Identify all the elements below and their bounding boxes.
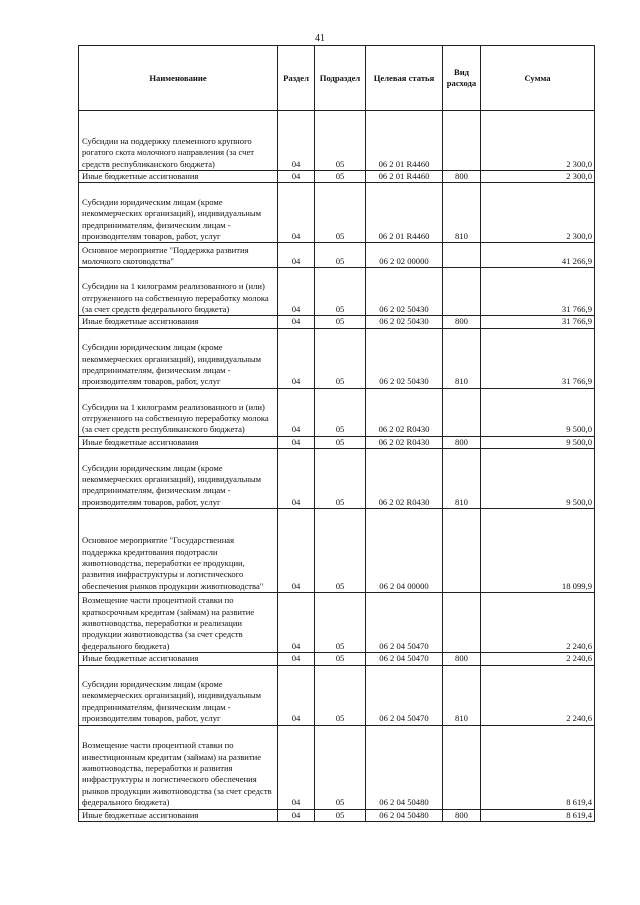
cell-amount: 8 619,4 bbox=[481, 809, 595, 821]
table-row bbox=[79, 171, 595, 183]
cell-amount: 9 500,0 bbox=[481, 388, 595, 436]
cell-expense-type bbox=[443, 593, 481, 653]
cell-amount: 2 300,0 bbox=[481, 183, 595, 243]
cell-subsection: 05 bbox=[315, 509, 366, 593]
cell-expense-type: 800 bbox=[443, 171, 481, 183]
cell-target: 06 2 02 50430 bbox=[366, 328, 443, 388]
table-row bbox=[79, 725, 595, 809]
cell-subsection: 05 bbox=[315, 593, 366, 653]
cell-target: 06 2 04 50470 bbox=[366, 593, 443, 653]
cell-target: 06 2 02 R0430 bbox=[366, 449, 443, 509]
cell-subsection: 05 bbox=[315, 725, 366, 809]
cell-subsection: 05 bbox=[315, 665, 366, 725]
cell-section: 04 bbox=[278, 449, 315, 509]
cell-amount: 2 240,6 bbox=[481, 653, 595, 665]
cell-name: Возмещение части процентной ставки по инвестиционным кредитам (займам) на развитие животноводства, переработки и развития инфраструктуры и логистического обеспечения рынков продукции животноводства (за счет средств федерального бюджета) bbox=[79, 725, 278, 809]
cell-expense-type bbox=[443, 268, 481, 316]
cell-amount: 2 240,6 bbox=[481, 593, 595, 653]
cell-expense-type: 810 bbox=[443, 449, 481, 509]
cell-name: Субсидии юридическим лицам (кроме некоммерческих организаций), индивидуальным предпринимателям, физическим лицам - производителям товаров, работ, услуг bbox=[79, 328, 278, 388]
cell-name: Иные бюджетные ассигнования bbox=[79, 809, 278, 821]
header-amount: Сумма bbox=[481, 46, 595, 111]
header-expense-type: Вид расхода bbox=[443, 46, 481, 111]
cell-expense-type: 810 bbox=[443, 328, 481, 388]
cell-section: 04 bbox=[278, 111, 315, 171]
page-number: 41 bbox=[315, 33, 325, 44]
cell-expense-type: 800 bbox=[443, 809, 481, 821]
cell-expense-type: 800 bbox=[443, 436, 481, 448]
cell-subsection: 05 bbox=[315, 388, 366, 436]
cell-section: 04 bbox=[278, 243, 315, 268]
table-body bbox=[79, 111, 595, 822]
cell-target: 06 2 01 R4460 bbox=[366, 183, 443, 243]
table-row bbox=[79, 593, 595, 653]
cell-section: 04 bbox=[278, 593, 315, 653]
table-row bbox=[79, 809, 595, 821]
cell-subsection: 05 bbox=[315, 809, 366, 821]
cell-target: 06 2 04 50470 bbox=[366, 653, 443, 665]
cell-subsection: 05 bbox=[315, 111, 366, 171]
cell-name: Иные бюджетные ассигнования bbox=[79, 436, 278, 448]
cell-target: 06 2 02 50430 bbox=[366, 316, 443, 328]
cell-subsection: 05 bbox=[315, 449, 366, 509]
table-row bbox=[79, 388, 595, 436]
cell-name: Субсидии юридическим лицам (кроме некоммерческих организаций), индивидуальным предпринимателям, физическим лицам - производителям товаров, работ, услуг bbox=[79, 449, 278, 509]
cell-name: Возмещение части процентной ставки по краткосрочным кредитам (займам) на развитие животноводства, переработки и реализации продукции животноводства (за счет средств федерального бюджета) bbox=[79, 593, 278, 653]
cell-subsection: 05 bbox=[315, 316, 366, 328]
cell-name: Субсидии на поддержку племенного крупного рогатого скота молочного направления (за счет средств республиканского бюджета) bbox=[79, 111, 278, 171]
cell-name: Иные бюджетные ассигнования bbox=[79, 171, 278, 183]
cell-section: 04 bbox=[278, 509, 315, 593]
table-row bbox=[79, 183, 595, 243]
cell-target: 06 2 01 R4460 bbox=[366, 171, 443, 183]
cell-amount: 41 266,9 bbox=[481, 243, 595, 268]
cell-amount: 9 500,0 bbox=[481, 449, 595, 509]
table-header bbox=[79, 46, 595, 111]
header-subsection: Подраздел bbox=[315, 46, 366, 111]
cell-subsection: 05 bbox=[315, 183, 366, 243]
cell-expense-type bbox=[443, 111, 481, 171]
cell-amount: 8 619,4 bbox=[481, 725, 595, 809]
cell-target: 06 2 04 00000 bbox=[366, 509, 443, 593]
cell-section: 04 bbox=[278, 171, 315, 183]
cell-name: Основное мероприятие "Поддержка развития молочного скотоводства" bbox=[79, 243, 278, 268]
cell-section: 04 bbox=[278, 183, 315, 243]
cell-target: 06 2 02 R0430 bbox=[366, 436, 443, 448]
cell-name: Основное мероприятие "Государственная поддержка кредитования подотрасли животноводства, переработки ее продукции, развития инфраструктуры и логистического обеспечения рынков продукции животноводства" bbox=[79, 509, 278, 593]
cell-target: 06 2 04 50480 bbox=[366, 809, 443, 821]
table-row bbox=[79, 665, 595, 725]
cell-subsection: 05 bbox=[315, 243, 366, 268]
table-row bbox=[79, 509, 595, 593]
cell-section: 04 bbox=[278, 388, 315, 436]
table-row bbox=[79, 449, 595, 509]
cell-subsection: 05 bbox=[315, 268, 366, 316]
cell-amount: 2 300,0 bbox=[481, 111, 595, 171]
table-row bbox=[79, 653, 595, 665]
cell-target: 06 2 02 00000 bbox=[366, 243, 443, 268]
cell-amount: 31 766,9 bbox=[481, 328, 595, 388]
cell-subsection: 05 bbox=[315, 328, 366, 388]
table-row bbox=[79, 268, 595, 316]
cell-name: Иные бюджетные ассигнования bbox=[79, 653, 278, 665]
header-section: Раздел bbox=[278, 46, 315, 111]
cell-name: Субсидии на 1 килограмм реализованного и (или) отгруженного на собственную переработку молока (за счет средств федерального бюджета) bbox=[79, 268, 278, 316]
cell-expense-type: 810 bbox=[443, 665, 481, 725]
cell-target: 06 2 04 50470 bbox=[366, 665, 443, 725]
cell-name: Иные бюджетные ассигнования bbox=[79, 316, 278, 328]
cell-amount: 18 099,9 bbox=[481, 509, 595, 593]
cell-expense-type: 800 bbox=[443, 653, 481, 665]
cell-section: 04 bbox=[278, 436, 315, 448]
cell-expense-type bbox=[443, 509, 481, 593]
table-row bbox=[79, 328, 595, 388]
table-row bbox=[79, 316, 595, 328]
budget-table bbox=[78, 45, 595, 822]
cell-expense-type bbox=[443, 243, 481, 268]
cell-expense-type bbox=[443, 388, 481, 436]
header-name: Наименование bbox=[79, 46, 278, 111]
cell-section: 04 bbox=[278, 316, 315, 328]
cell-target: 06 2 04 50480 bbox=[366, 725, 443, 809]
table-row bbox=[79, 111, 595, 171]
cell-expense-type: 810 bbox=[443, 183, 481, 243]
cell-section: 04 bbox=[278, 809, 315, 821]
cell-section: 04 bbox=[278, 725, 315, 809]
cell-name: Субсидии на 1 килограмм реализованного и (или) отгруженного на собственную переработку молока (за счет средств республиканского бюджета) bbox=[79, 388, 278, 436]
cell-target: 06 2 02 50430 bbox=[366, 268, 443, 316]
cell-amount: 2 240,6 bbox=[481, 665, 595, 725]
cell-section: 04 bbox=[278, 268, 315, 316]
cell-section: 04 bbox=[278, 665, 315, 725]
cell-subsection: 05 bbox=[315, 171, 366, 183]
cell-subsection: 05 bbox=[315, 653, 366, 665]
table-row bbox=[79, 436, 595, 448]
cell-amount: 2 300,0 bbox=[481, 171, 595, 183]
cell-section: 04 bbox=[278, 328, 315, 388]
cell-subsection: 05 bbox=[315, 436, 366, 448]
header-target: Целевая статья bbox=[366, 46, 443, 111]
cell-amount: 9 500,0 bbox=[481, 436, 595, 448]
cell-target: 06 2 02 R0430 bbox=[366, 388, 443, 436]
cell-name: Субсидии юридическим лицам (кроме некоммерческих организаций), индивидуальным предпринимателям, физическим лицам - производителям товаров, работ, услуг bbox=[79, 665, 278, 725]
header-row bbox=[79, 46, 595, 111]
cell-amount: 31 766,9 bbox=[481, 268, 595, 316]
cell-expense-type: 800 bbox=[443, 316, 481, 328]
cell-name: Субсидии юридическим лицам (кроме некоммерческих организаций), индивидуальным предпринимателям, физическим лицам - производителям товаров, работ, услуг bbox=[79, 183, 278, 243]
cell-amount: 31 766,9 bbox=[481, 316, 595, 328]
cell-expense-type bbox=[443, 725, 481, 809]
cell-target: 06 2 01 R4460 bbox=[366, 111, 443, 171]
cell-section: 04 bbox=[278, 653, 315, 665]
table-row bbox=[79, 243, 595, 268]
